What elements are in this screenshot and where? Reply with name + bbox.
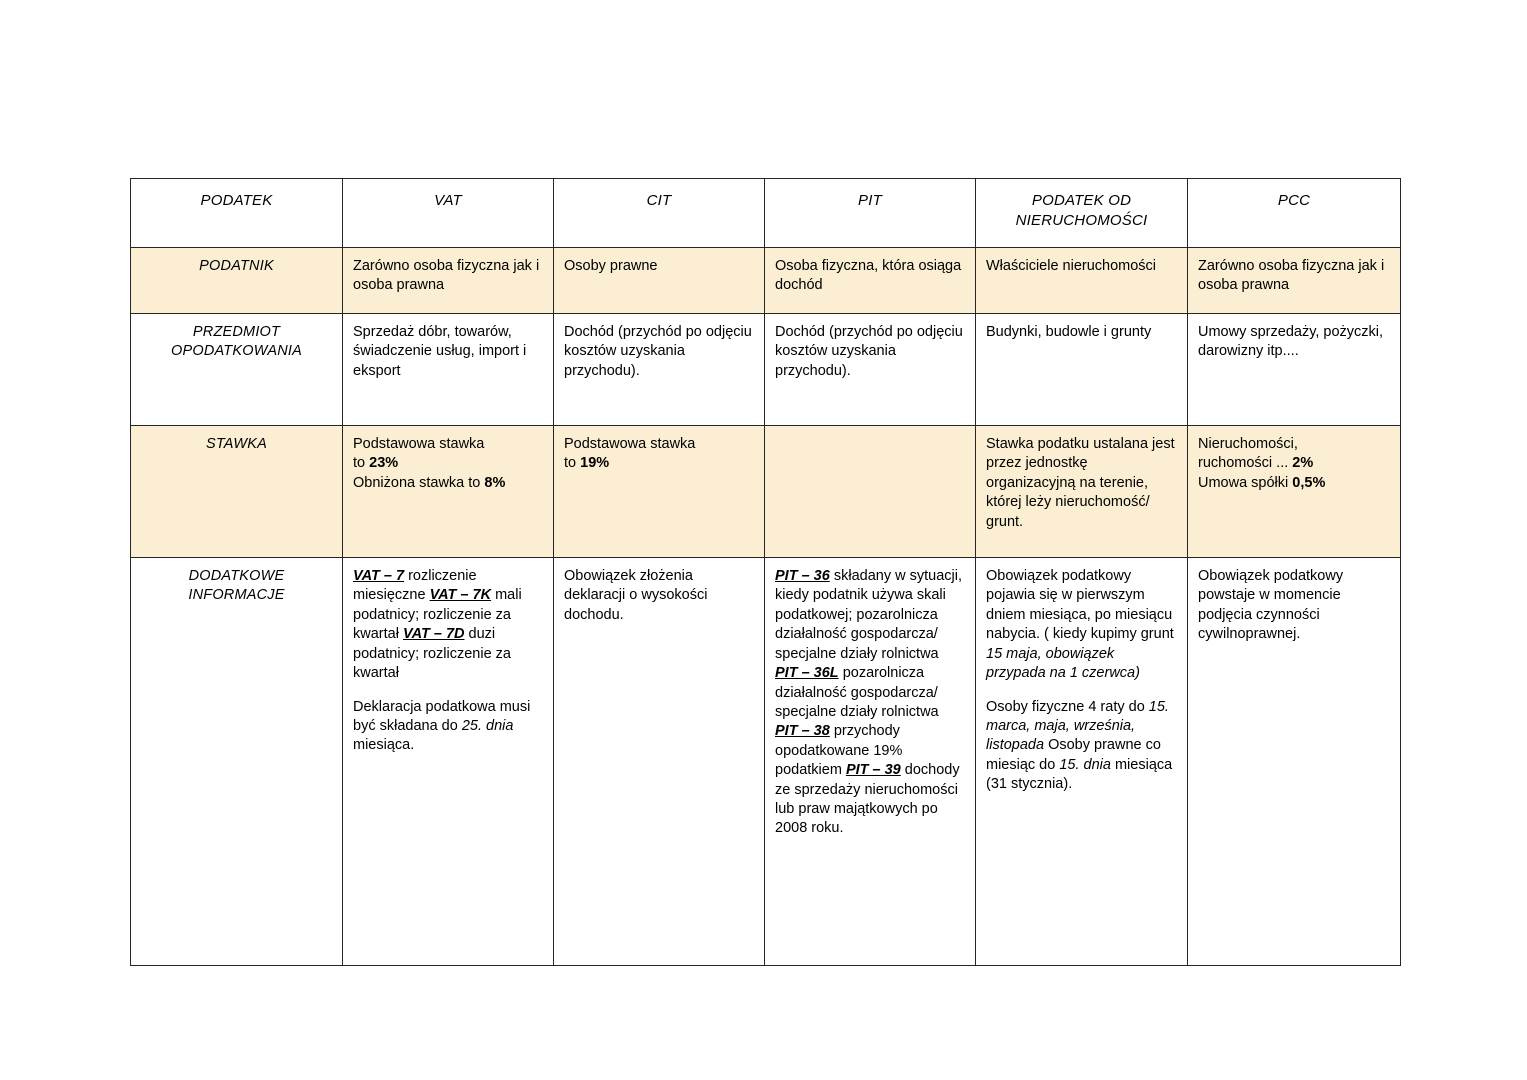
cell-przedmiot-pit: Dochód (przychód po odjęciu kosztów uzyskania przychodu). [765, 314, 976, 426]
vat-rate-line-1: Podstawowa stawka [353, 436, 485, 452]
vat-reduced-prefix: Obniżona stawka to [353, 474, 485, 491]
pcc-rate-value: 2% [1292, 455, 1314, 472]
cit-rate-value: 19% [580, 455, 610, 472]
vat-form-2-code: VAT – 7K [429, 587, 492, 604]
tax-comparison-table [130, 178, 1401, 966]
pit-form-36-desc: składany w sytuacji, kiedy podatnik używa skali podatkowej; pozarolnicza działalność gospodarcza/ specjalne działy rolnictwa [775, 568, 962, 662]
cell-podatnik-vat: Zarówno osoba fizyczna jak i osoba prawna [343, 248, 554, 314]
table-header-row [131, 179, 1401, 248]
cell-przedmiot-vat: Sprzedaż dóbr, towarów, świadczenie usług, import i eksport [343, 314, 554, 426]
table-row [131, 558, 1401, 966]
cell-dodatkowe-vat [343, 558, 554, 966]
cell-podatnik-cit: Osoby prawne [554, 248, 765, 314]
nier-info-spacer [986, 684, 1177, 698]
cell-stawka-cit [554, 426, 765, 558]
header-cell-pit: PIT [765, 179, 976, 248]
cell-podatnik-pit: Osoba fizyczna, która osiąga dochód [765, 248, 976, 314]
cell-podatnik-pcc: Zarówno osoba fizyczna jak i osoba prawna [1188, 248, 1401, 314]
pit-form-39-code: PIT – 39 [845, 762, 901, 779]
nier-obligation-note: Obowiązek podatkowy pojawia się w pierwszym dniem miesiąca, po miesiącu nabycia. [986, 568, 1173, 643]
nier-example-italic: 15 maja, obowiązek przypada na 1 czerwca) [986, 645, 1140, 682]
header-cell-pcc: PCC [1188, 179, 1401, 248]
pcc-rate-line-3 [1198, 474, 1390, 493]
cell-stawka-pit [765, 426, 976, 558]
vat-form-1-code: VAT – 7 [353, 568, 405, 584]
vat-declaration-note [353, 699, 530, 754]
vat-reduced-value: 8% [484, 474, 506, 491]
pit-form-39-desc: dochody ze sprzedaży nieruchomości lub praw majątkowych po 2008 roku. [775, 762, 960, 837]
table-row [131, 248, 1401, 314]
header-cell-podatek: PODATEK [131, 179, 343, 248]
nier-legal-prefix: Osoby prawne co miesiąc do [986, 737, 1161, 773]
row-label-dodatkowe-informacje: DODATKOWE INFORMACJE [131, 558, 343, 966]
cell-przedmiot-nieruchomosci: Budynki, budowle i grunty [976, 314, 1188, 426]
vat-info-spacer [353, 684, 543, 698]
pit-form-36l [775, 665, 939, 720]
pit-form-38-code: PIT – 38 [775, 723, 830, 740]
vat-declaration-day: 25. dnia [461, 717, 514, 734]
cell-przedmiot-pcc: Umowy sprzedaży, pożyczki, darowizny itp.... [1188, 314, 1401, 426]
pcc-rate-line-2 [1198, 454, 1390, 473]
pit-form-36l-desc: pozarolnicza działalność gospodarcza/ specjalne działy rolnictwa [775, 665, 939, 720]
cell-podatnik-nieruchomosci: Właściciele nieruchomości [976, 248, 1188, 314]
pcc-company-value: 0,5% [1292, 474, 1326, 491]
row-label-podatnik: PODATNIK [131, 248, 343, 314]
header-cell-vat: VAT [343, 179, 554, 248]
vat-rate-line-3 [353, 474, 543, 493]
header-cell-podatek-od-nieruchomosci: PODATEK OD NIERUCHOMOŚCI [976, 179, 1188, 248]
cit-rate-line-2 [564, 454, 754, 473]
cell-dodatkowe-nieruchomosci [976, 558, 1188, 966]
vat-rate-value: 23% [369, 455, 399, 472]
pcc-rate-prefix: ruchomości ... [1198, 455, 1293, 472]
vat-form-3-desc: duzi podatnicy; rozliczenie za kwartał [353, 626, 511, 682]
row-label-przedmiot-opodatkowania: PRZEDMIOT OPODATKOWANIA [131, 314, 343, 426]
cell-stawka-vat [343, 426, 554, 558]
pcc-company-prefix: Umowa spółki [1198, 474, 1293, 491]
nier-individuals-dates: 15. marca, maja, września, listopada [986, 698, 1169, 754]
pit-form-36 [775, 568, 962, 662]
cell-dodatkowe-pcc: Obowiązek podatkowy powstaje w momencie podjęcia czynności cywilnoprawnej. [1188, 558, 1401, 966]
vat-form-1-desc: rozliczenie miesięczne [353, 568, 477, 604]
pit-form-36-code: PIT – 36 [775, 568, 830, 584]
cell-stawka-nieruchomosci: Stawka podatku ustalana jest przez jednostkę organizacyjną na terenie, której leży nieruchomość/ grunt. [976, 426, 1188, 558]
cell-przedmiot-cit: Dochód (przychód po odjęciu kosztów uzyskania przychodu). [554, 314, 765, 426]
cell-dodatkowe-cit: Obowiązek złożenia deklaracji o wysokości dochodu. [554, 558, 765, 966]
vat-form-2-desc: mali podatnicy; rozliczenie za kwartał [353, 587, 522, 643]
nier-legal-day: 15. dnia [1059, 756, 1111, 773]
vat-form-3-code: VAT – 7D [402, 626, 465, 643]
cit-rate-line-1: Podstawowa stawka [564, 436, 696, 452]
vat-rate-line-2 [353, 454, 543, 473]
vat-declaration-prefix: Deklaracja podatkowa musi być składana do [353, 698, 531, 734]
cell-dodatkowe-pit [765, 558, 976, 966]
vat-rate-prefix: to [353, 455, 370, 472]
pit-form-38-desc: przychody opodatkowane 19% podatkiem [775, 723, 903, 779]
pcc-rate-line-1: Nieruchomości, [1198, 436, 1298, 452]
vat-declaration-suffix: miesiąca. [353, 737, 415, 754]
row-label-stawka: STAWKA [131, 426, 343, 558]
cit-rate-prefix: to [564, 455, 581, 472]
table-row [131, 426, 1401, 558]
header-cell-cit: CIT [554, 179, 765, 248]
nier-individuals-prefix: Osoby fizyczne 4 raty do [986, 698, 1149, 715]
nier-legal-suffix: miesiąca (31 stycznia). [986, 756, 1173, 793]
pit-form-36l-code: PIT – 36L [775, 665, 839, 682]
table-row [131, 314, 1401, 426]
cell-stawka-pcc [1188, 426, 1401, 558]
nier-example-prefix: ( kiedy kupimy grunt [1044, 626, 1174, 643]
